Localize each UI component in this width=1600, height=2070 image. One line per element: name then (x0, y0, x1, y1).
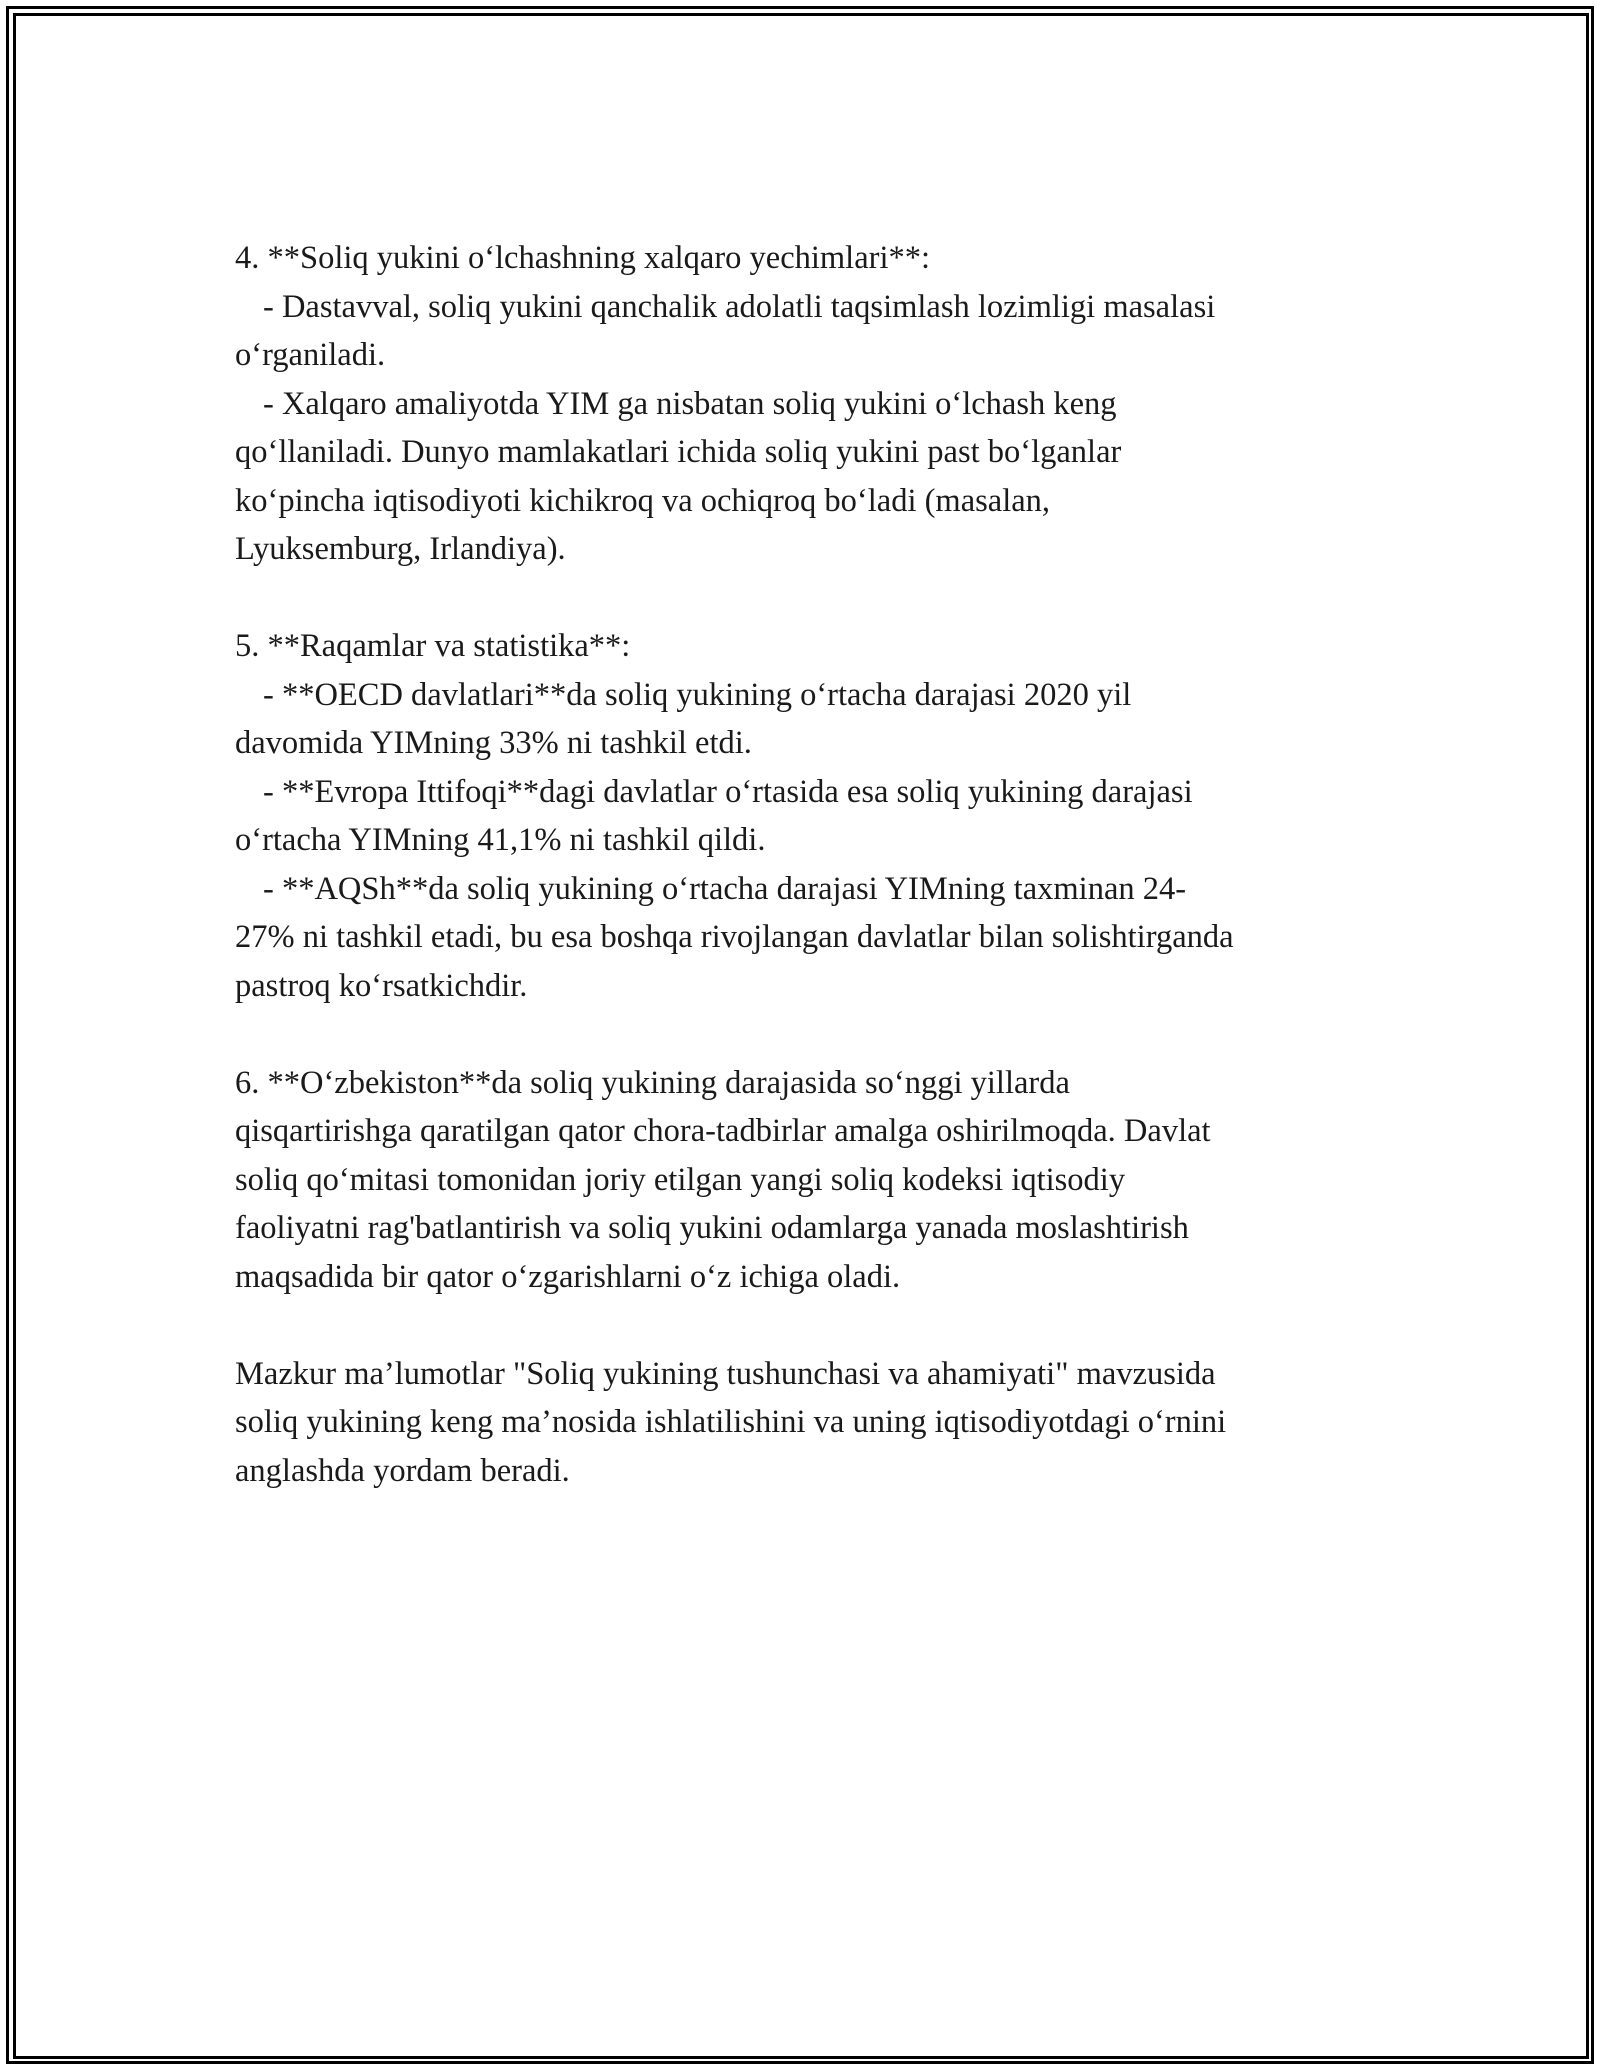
text-line: Mazkur ma’lumotlar "Soliq yukining tushunchasi va ahamiyati" mavzusida (235, 1355, 1216, 1392)
text-line: ko‘pincha iqtisodiyoti kichikroq va ochiqroq bo‘ladi (masalan, (235, 482, 1051, 519)
text-line: davomida YIMning 33% ni tashkil etdi. (235, 725, 752, 761)
text-line: pastroq ko‘rsatkichdir. (235, 967, 528, 1004)
text-line: Lyuksemburg, Irlandiya). (235, 531, 566, 567)
text-line: soliq qo‘mitasi tomonidan joriy etilgan yangi soliq kodeksi iqtisodiy (235, 1161, 1126, 1198)
text-line: 5. **Raqamlar va statistika**: (235, 628, 631, 664)
text-line: faoliyatni rag'batlantirish va soliq yukini odamlarga yanada moslashtirish (235, 1210, 1189, 1246)
document-body (235, 234, 1375, 1544)
text-line: o‘rganiladi. (235, 337, 386, 373)
paragraph-2 (235, 622, 1375, 1010)
text-line: - **OECD davlatlari**da soliq yukining o‘rtacha darajasi 2020 yil (263, 676, 1132, 713)
text-line: 27% ni tashkil etadi, bu esa boshqa rivojlangan davlatlar bilan solishtirganda (235, 919, 1234, 955)
text-line: - Xalqaro amaliyotda YIM ga nisbatan soliq yukini o‘lchash keng (263, 385, 1117, 422)
text-line: maqsadida bir qator o‘zgarishlarni o‘z ichiga oladi. (235, 1258, 901, 1295)
paragraph-3 (235, 1059, 1375, 1302)
text-line: qo‘llaniladi. Dunyo mamlakatlari ichida soliq yukini past bo‘lganlar (235, 434, 1122, 470)
text-line: - Dastavval, soliq yukini qanchalik adolatli taqsimlash lozimligi masalasi (263, 288, 1216, 325)
text-line: - **AQSh**da soliq yukining o‘rtacha darajasi YIMning taxminan 24- (263, 870, 1187, 907)
text-line: qisqartirishga qaratilgan qator chora-tadbirlar amalga oshirilmoqda. Davlat (235, 1113, 1211, 1149)
text-line: soliq yukining keng ma’nosida ishlatilishini va uning iqtisodiyotdagi o‘rnini (235, 1404, 1227, 1440)
text-line: anglashda yordam beradi. (235, 1452, 570, 1489)
text-line: 4. **Soliq yukini o‘lchashning xalqaro yechimlari**: (235, 240, 931, 276)
text-line: 6. **O‘zbekiston**da soliq yukining darajasida so‘nggi yillarda (235, 1064, 1070, 1101)
paragraph-1 (235, 234, 1375, 574)
text-line: o‘rtacha YIMning 41,1% ni tashkil qildi. (235, 822, 766, 858)
text-line: - **Evropa Ittifoqi**dagi davlatlar o‘rtasida esa soliq yukining darajasi (263, 773, 1193, 810)
paragraph-4 (235, 1350, 1375, 1496)
